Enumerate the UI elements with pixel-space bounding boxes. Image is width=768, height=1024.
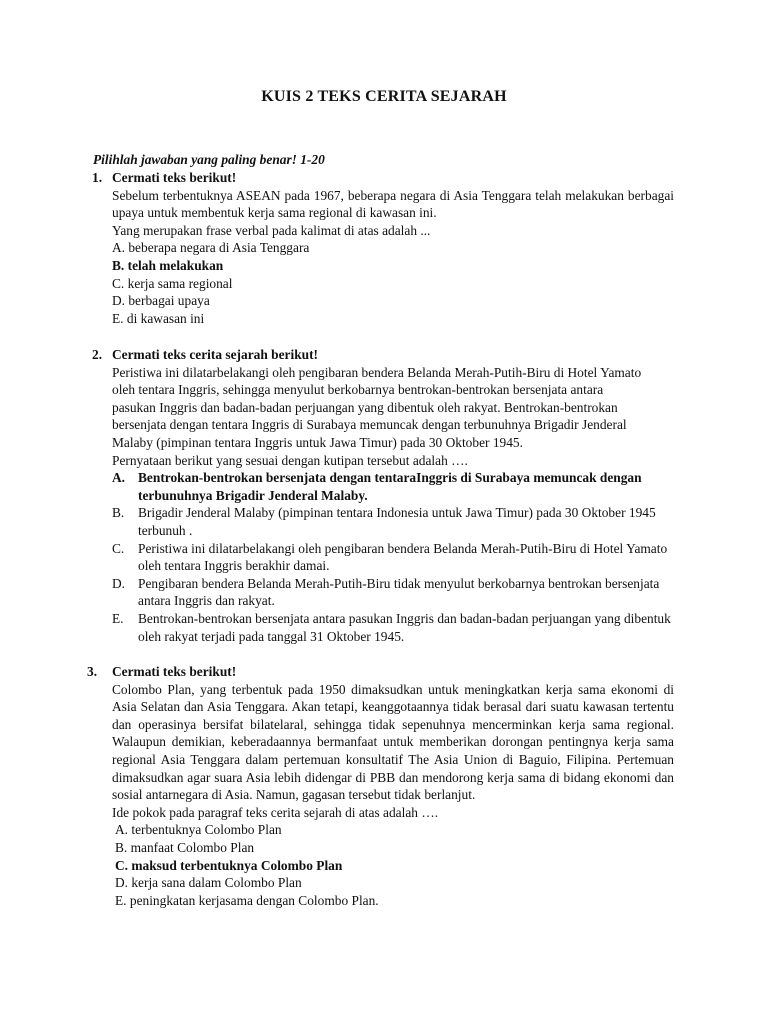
option-text: Peristiwa ini dilatarbelakangi oleh pengibaran bendera Belanda Merah-Putih-Biru di Hotel Yamato oleh tentara Inggris berakhir damai. bbox=[138, 540, 668, 574]
question-passage bbox=[112, 364, 674, 452]
option-c-correct: C. maksud terbentuknya Colombo Plan bbox=[115, 857, 343, 873]
option-a: A. terbentuknya Colombo Plan bbox=[115, 822, 282, 838]
question-passage: Sebelum terbentuknya ASEAN pada 1967, beberapa negara di Asia Tenggara telah melakukan berbagai upaya untuk membentuk kerja sama regional di kawasan ini. bbox=[112, 187, 674, 221]
question-number: 3. bbox=[87, 664, 98, 679]
option-e bbox=[112, 610, 674, 645]
passage-line: bersenjata dengan tentara Inggris di Surabaya memuncak dengan terbunuhnya Brigadir Jenderal bbox=[112, 417, 627, 433]
question-number: 1. bbox=[92, 170, 103, 185]
option-d: D. kerja sana dalam Colombo Plan bbox=[115, 875, 302, 891]
passage-line: Peristiwa ini dilatarbelakangi oleh pengibaran bendera Belanda Merah-Putih-Biru di Hotel Yamato bbox=[112, 364, 642, 380]
option-letter: D. bbox=[112, 575, 126, 591]
option-c bbox=[112, 540, 674, 575]
option-letter: A. bbox=[112, 470, 126, 486]
option-b: B. manfaat Colombo Plan bbox=[115, 839, 255, 855]
option-a-correct bbox=[112, 469, 674, 504]
option-d: D. berbagai upaya bbox=[112, 293, 210, 309]
passage-line: pasukan Inggris dan badan-badan perjuangan yang dibentuk oleh rakyat. Bentrokan-bentrokan bbox=[112, 399, 618, 415]
question-heading: Cermati teks berikut! bbox=[112, 664, 237, 679]
passage-line: Malaby (pimpinan tentara Inggris untuk Jawa Timur) pada 30 Oktober 1945. bbox=[112, 434, 523, 450]
option-letter: E. bbox=[112, 610, 124, 626]
question-prompt: Yang merupakan frase verbal pada kalimat di atas adalah ... bbox=[112, 222, 431, 238]
question-body bbox=[112, 663, 674, 909]
passage-line: oleh tentara Inggris, sehingga menyulut berkobarnya bentrokan-bentrokan bersenjata antara bbox=[112, 382, 604, 398]
option-a: A. beberapa negara di Asia Tenggara bbox=[112, 240, 310, 256]
question-number: 2. bbox=[92, 347, 103, 362]
option-text: Bentrokan-bentrokan bersenjata antara pasukan Inggris dan badan-badan perjuangan yang dibentuk oleh rakyat terjadi pada tanggal 31 Oktober 1945. bbox=[138, 610, 671, 644]
question-body bbox=[112, 169, 674, 327]
question-passage: Colombo Plan, yang terbentuk pada 1950 dimaksudkan untuk meningkatkan kerja sama ekonomi di Asia Selatan dan Asia Tenggara. Akan tetapi, keanggotaannya tidak berasal dari suatu kawasan tertentu dan operasinya bersifat bilatelaral, sehingga tidak sepenuhnya mencerminkan kerja sama regional. Walaupun demikian, keberadaannya bermanfaat untuk memberikan dorongan pentingnya kerja sama regional Asia Tenggara dalam pertemuan konsultatif The Asia Union di Baguio, Filipina. Pertemuan dimaksudkan agar suara Asia lebih didengar di PBB dan mendorong kerja sama di bidang ekonomi dan sosial antarnegara di Asia. Namun, gagasan tersebut tidak berlanjut. bbox=[112, 681, 674, 803]
question-heading: Cermati teks cerita sejarah berikut! bbox=[112, 347, 319, 362]
option-text: Bentrokan-bentrokan bersenjata dengan tentaraInggris di Surabaya memuncak dengan terbunuhnya Brigadir Jenderal Malaby. bbox=[138, 470, 642, 503]
option-letter: C. bbox=[112, 540, 125, 556]
option-b-correct: B. telah melakukan bbox=[112, 257, 224, 273]
instructions: Pilihlah jawaban yang paling benar! 1-20 bbox=[93, 152, 325, 167]
option-c: C. kerja sama regional bbox=[112, 275, 233, 291]
question-prompt: Pernyataan berikut yang sesuai dengan kutipan tersebut adalah …. bbox=[112, 452, 468, 468]
option-text: Brigadir Jenderal Malaby (pimpinan tentara Indonesia untuk Jawa Timur) pada 30 Oktober 1945 terbunuh . bbox=[138, 505, 656, 538]
option-letter: B. bbox=[112, 505, 125, 521]
option-d bbox=[112, 575, 674, 610]
option-b bbox=[112, 504, 674, 539]
option-e: E. di kawasan ini bbox=[112, 310, 205, 326]
question-body bbox=[112, 346, 674, 645]
option-text: Pengibaran bendera Belanda Merah-Putih-Biru tidak menyulut berkobarnya bentrokan bersenjata antara Inggris dan rakyat. bbox=[138, 575, 660, 609]
question-heading: Cermati teks berikut! bbox=[112, 170, 237, 185]
page-title: KUIS 2 TEKS CERITA SEJARAH bbox=[261, 88, 507, 105]
option-e: E. peningkatan kerjasama dengan Colombo Plan. bbox=[115, 892, 379, 908]
question-prompt: Ide pokok pada paragraf teks cerita sejarah di atas adalah …. bbox=[112, 804, 439, 820]
